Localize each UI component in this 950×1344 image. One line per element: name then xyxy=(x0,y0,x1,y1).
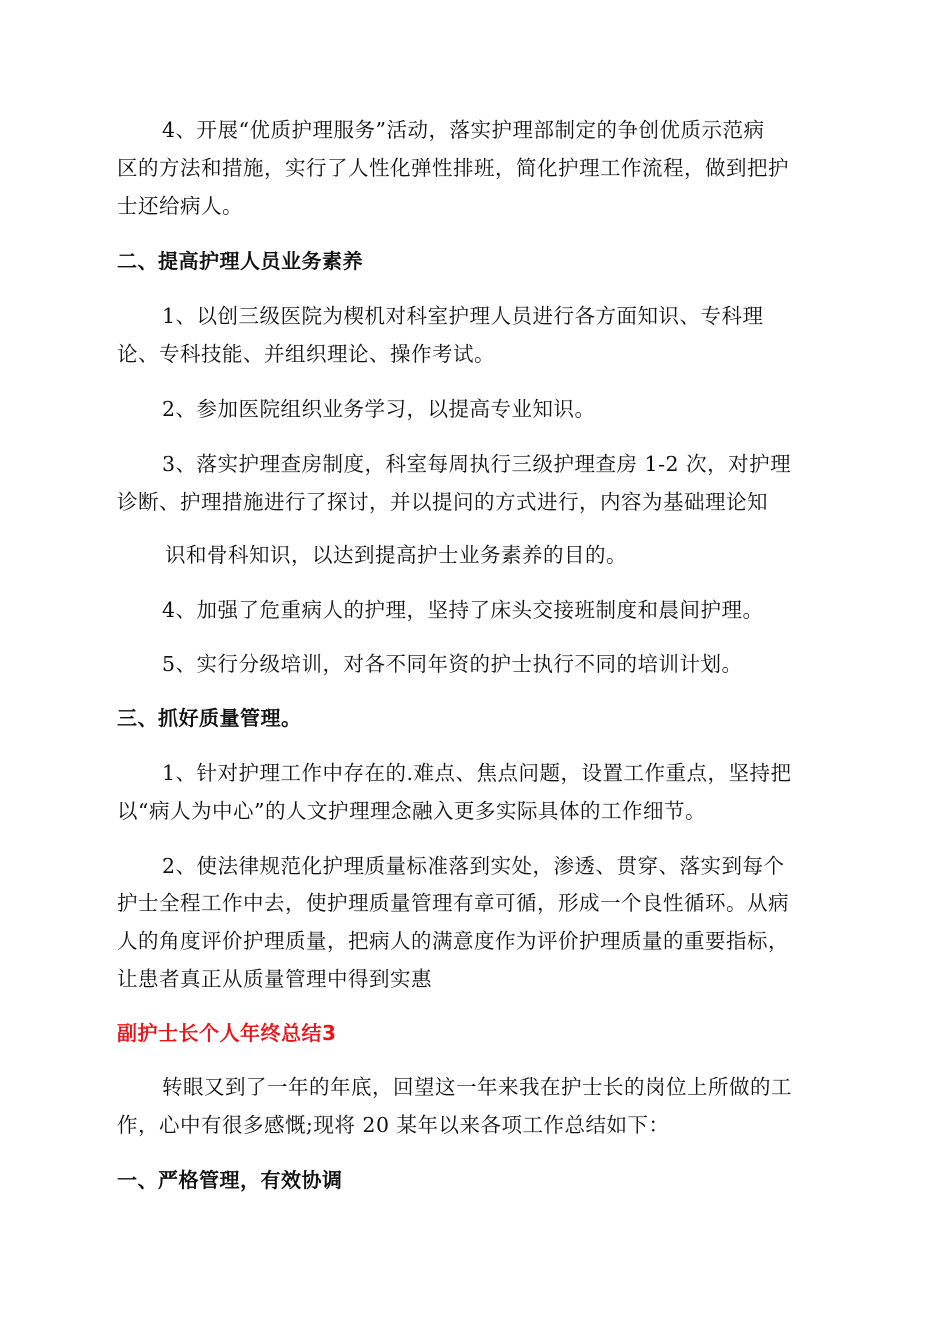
paragraph-line: 2、参加医院组织业务学习，以提高专业知识。 xyxy=(162,397,596,421)
paragraph-line: 5、实行分级培训，对各不同年资的护士执行不同的培训计划。 xyxy=(162,652,743,676)
paragraph-line: 论、专科技能、并组织理论、操作考试。 xyxy=(117,342,495,366)
section-heading: 一、严格管理，有效协调 xyxy=(117,1168,343,1192)
section-heading: 二、提高护理人员业务素养 xyxy=(117,249,363,273)
paragraph-line: 护士全程工作中去，使护理质量管理有章可循，形成一个良性循环。从病 xyxy=(117,891,789,915)
paragraph-line: 1、针对护理工作中存在的.难点、焦点问题，设置工作重点，坚持把 xyxy=(162,761,792,785)
paragraph-line: 以“病人为中心”的人文护理理念融入更多实际具体的工作细节。 xyxy=(117,799,706,823)
paragraph-line: 诊断、护理措施进行了探讨，并以提问的方式进行，内容为基础理论知 xyxy=(117,490,768,514)
paragraph-line: 让患者真正从质量管理中得到实惠 xyxy=(117,967,432,991)
paragraph-line: 转眼又到了一年的年底，回望这一年来我在护士长的岗位上所做的工 xyxy=(162,1075,792,1099)
paragraph-line: 人的角度评价护理质量，把病人的满意度作为评价护理质量的重要指标， xyxy=(117,929,789,953)
paragraph-line: 3、落实护理查房制度，科室每周执行三级护理查房 1-2 次，对护理 xyxy=(162,452,792,476)
paragraph-line: 1、以创三级医院为楔机对科室护理人员进行各方面知识、专科理 xyxy=(162,304,764,328)
paragraph-line: 4、加强了危重病人的护理，坚持了床头交接班制度和晨间护理。 xyxy=(162,598,764,622)
paragraph-line: 4、开展“优质护理服务”活动，落实护理部制定的争创优质示范病 xyxy=(162,118,765,142)
document-title: 副护士长个人年终总结3 xyxy=(117,1021,337,1045)
section-heading: 三、抓好质量管理。 xyxy=(117,706,302,730)
paragraph-line: 识和骨科知识，以达到提高护士业务素养的目的。 xyxy=(165,543,627,567)
paragraph-line: 作，心中有很多感慨;现将 20 某年以来各项工作总结如下： xyxy=(117,1113,670,1137)
paragraph-line: 士还给病人。 xyxy=(117,194,243,218)
paragraph-line: 区的方法和措施，实行了人性化弹性排班，简化护理工作流程，做到把护 xyxy=(117,156,789,180)
paragraph-line: 2、使法律规范化护理质量标准落到实处，渗透、贯穿、落实到每个 xyxy=(162,854,785,878)
